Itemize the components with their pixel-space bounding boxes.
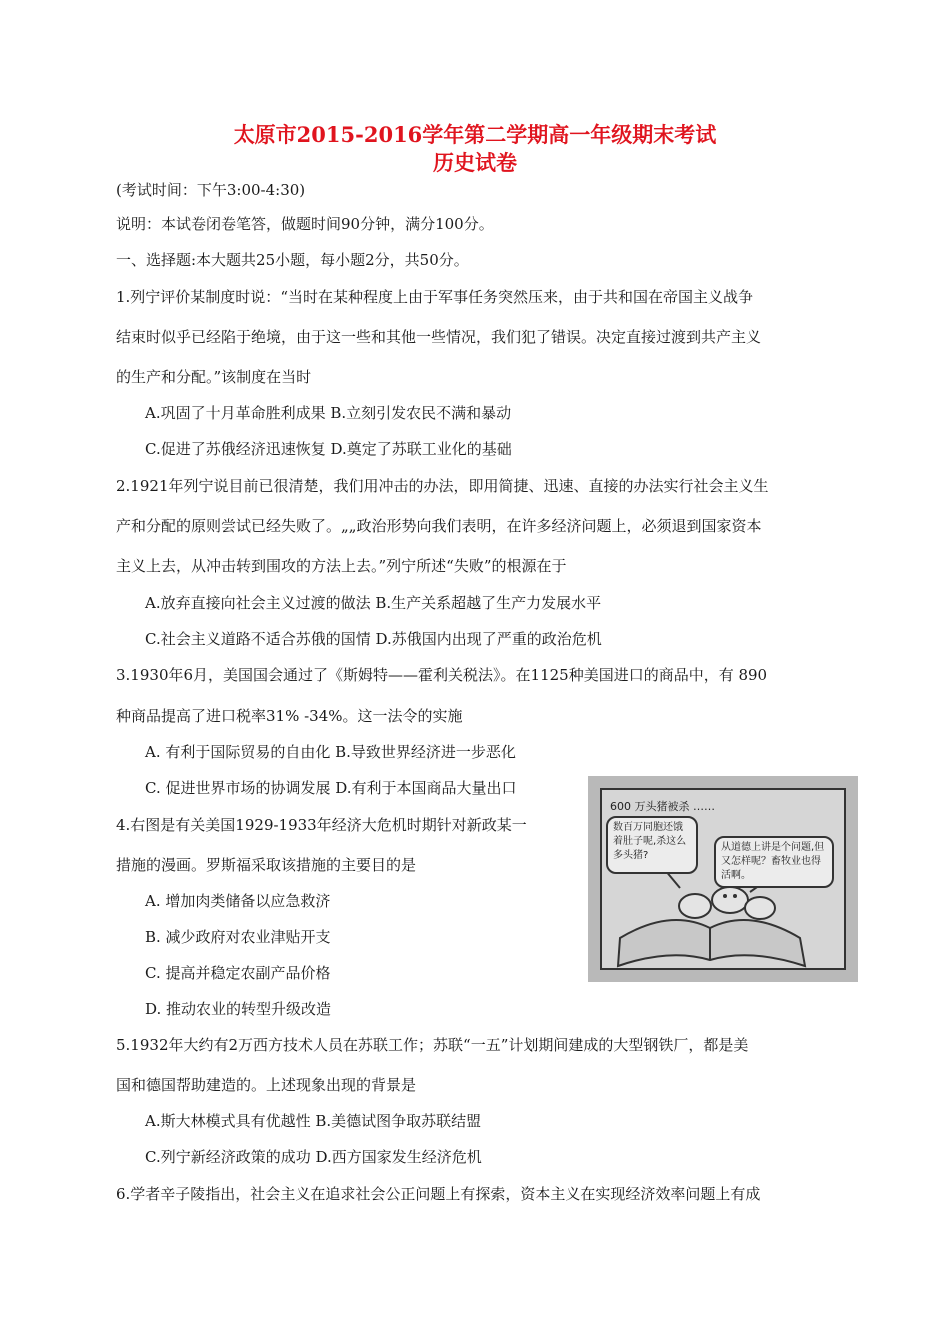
q5-options-ab: A.斯大林模式具有优越性 B.美德试图争取苏联结盟: [145, 1112, 482, 1130]
q6-stem-line1: 6.学者辛子陵指出，社会主义在追求社会公正问题上有探索，资本主义在实现经济效率问题上有成: [116, 1185, 761, 1203]
q1-stem-line1: 1.列宁评价某制度时说：“当时在某种程度上由于军事任务突然压来，由于共和国在帝国主义战争: [116, 288, 753, 306]
exam-instructions: 说明：本试卷闭卷笔答，做题时间90分钟，满分100分。: [116, 215, 494, 233]
q4-option-c: C. 提高并稳定农副产品价格: [145, 964, 331, 982]
q3-stem-line1: 3.1930年6月，美国国会通过了《斯姆特——霍利关税法》。在1125种美国进口的商品中，有 890: [116, 666, 768, 684]
q3-options-ab: A. 有利于国际贸易的自由化 B.导致世界经济进一步恶化: [145, 743, 516, 761]
exam-title: 太原市2015-2016学年第二学期高一年级期末考试: [233, 122, 717, 147]
speech-bubble-left: 数百万同胞还饿着肚子呢,杀这么多头猪?: [606, 816, 698, 874]
q2-stem-line2: 产和分配的原则尝试已经失败了。„„政治形势向我们表明，在许多经济问题上，必须退到国家资本: [116, 517, 762, 535]
pig-eye: [733, 894, 737, 898]
q1-stem-line2: 结束时似乎已经陷于绝境，由于这一些和其他一些情况，我们犯了错误。决定直接过渡到共产主义: [116, 328, 762, 346]
section-heading: 一、选择题:本大题共25小题，每小题2分，共50分。: [116, 251, 469, 269]
q4-option-a: A. 增加肉类储备以应急救济: [145, 892, 331, 910]
cartoon-figure: [588, 776, 858, 982]
q5-options-cd: C.列宁新经济政策的成功 D.西方国家发生经济危机: [145, 1148, 482, 1166]
q4-option-d: D. 推动农业的转型升级改造: [145, 1000, 332, 1018]
q1-options-cd: C.促进了苏俄经济迅速恢复 D.奠定了苏联工业化的基础: [145, 440, 512, 458]
q3-stem-line2: 种商品提高了进口税率31% -34%。这一法令的实施: [116, 707, 463, 725]
q5-stem-line1: 5.1932年大约有2万西方技术人员在苏联工作；苏联“一五”计划期间建成的大型钢铁厂，都是美: [116, 1036, 749, 1054]
q2-options-ab: A.放弃直接向社会主义过渡的做法 B.生产关系超越了生产力发展水平: [145, 594, 602, 612]
newspaper-shape: [618, 920, 805, 966]
exam-time: (考试时间：下午3:00-4:30): [116, 181, 306, 199]
exam-subtitle: 历史试卷: [433, 150, 517, 175]
q4-stem-line2: 措施的漫画。罗斯福采取该措施的主要目的是: [116, 856, 417, 874]
q2-stem-line3: 主义上去，从冲击转到围攻的方法上去。”列宁所述“失败”的根源在于: [116, 557, 567, 575]
q1-stem-line3: 的生产和分配。”该制度在当时: [116, 368, 312, 386]
pig-icon: [712, 887, 748, 913]
pig-icon: [745, 897, 775, 919]
cartoon-caption: 600 万头猪被杀 ……: [610, 800, 715, 813]
q1-options-ab: A.巩固了十月革命胜利成果 B.立刻引发农民不满和暴动: [145, 404, 512, 422]
q5-stem-line2: 国和德国帮助建造的。上述现象出现的背景是: [116, 1076, 417, 1094]
speech-bubble-right: 从道德上讲是个问题,但又怎样呢？畜牧业也得活啊。: [714, 836, 834, 888]
pig-eye: [723, 894, 727, 898]
pig-icon: [679, 894, 711, 918]
q2-stem-line1: 2.1921年列宁说目前已很清楚，我们用冲击的办法，即用简捷、迅速、直接的办法实行社会主义生: [116, 477, 769, 495]
q4-stem-line1: 4.右图是有关美国1929-1933年经济大危机时期针对新政某一: [116, 816, 527, 834]
q3-options-cd: C. 促进世界市场的协调发展 D.有利于本国商品大量出口: [145, 779, 517, 797]
q4-option-b: B. 减少政府对农业津贴开支: [145, 928, 331, 946]
q2-options-cd: C.社会主义道路不适合苏俄的国情 D.苏俄国内出现了严重的政治危机: [145, 630, 602, 648]
